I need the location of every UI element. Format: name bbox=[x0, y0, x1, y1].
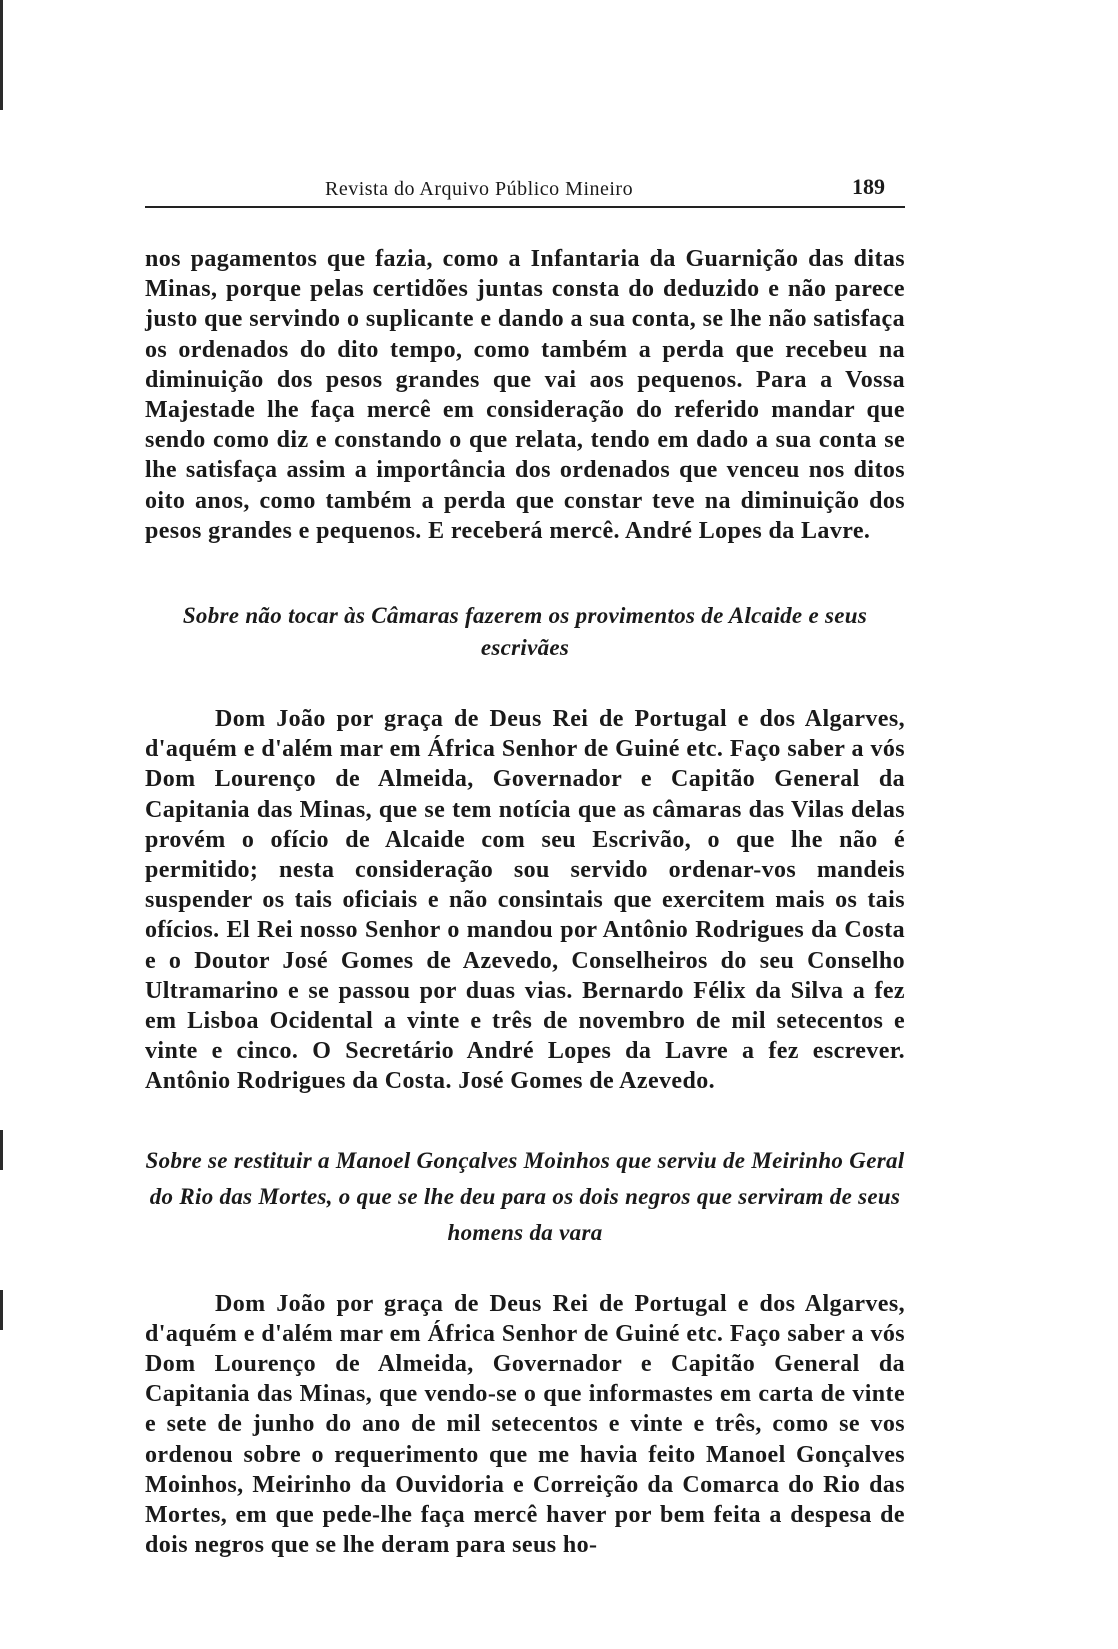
page-edge-mark-middle bbox=[0, 1130, 3, 1170]
page-body bbox=[145, 170, 905, 1561]
page-edge-mark-bottom bbox=[0, 1290, 3, 1330]
section-title-meirinho: Sobre se restituir a Manoel Gonçalves Moinhos que serviu de Meirinho Geral do Rio das Mortes, o que se lhe deu para os dois negros que serviram de seus homens da vara bbox=[145, 1147, 905, 1245]
paragraph-provision-alcaide: Dom João por graça de Deus Rei de Portugal e dos Algarves, d'aquém e d'além mar em África Senhor de Guiné etc. Faço saber a vós Dom Lourenço de Almeida, Governador e Capitão General da Capitania das Minas, que se tem notícia que as câmaras das Vilas delas provém o ofício de Alcaide com seu Escrivão, o que lhe não é permitido; nesta consideração sou servido ordenar-vos mandeis suspender os tais oficiais e não consintais que exercitem mais os tais ofícios. El Rei nosso Senhor o mandou por Antônio Rodrigues da Costa e o Doutor José Gomes de Azevedo, Conselheiros do seu Conselho Ultramarino e se passou por duas vias. Bernardo Félix da Silva a fez em Lisboa Ocidental a vinte e três de novembro de mil setecentos e vinte e cinco. O Secretário André Lopes da Lavre a fez escrever. Antônio Rodrigues da Costa. José Gomes de Azevedo. bbox=[145, 706, 905, 1095]
page-number: 189 bbox=[852, 174, 885, 199]
paragraph-provision-meirinho: Dom João por graça de Deus Rei de Portugal e dos Algarves, d'aquém e d'além mar em África Senhor de Guiné etc. Faço saber a vós Dom Lourenço de Almeida, Governador e Capitão General da Capitania das Minas, que vendo-se o que informastes em carta de vinte e sete de junho do ano de mil setecentos e vinte e três, como se vos ordenou sobre o requerimento que me havia feito Manoel Gonçalves Moinhos, Meirinho da Ouvidoria e Correição da Comarca do Rio das Mortes, em que pede-lhe faça mercê haver por bem feita a despesa de dois negros que se lhe deram para seus ho- bbox=[145, 1290, 905, 1559]
paragraph-continuation: nos pagamentos que fazia, como a Infantaria da Guarnição das ditas Minas, porque pelas certidões juntas consta do deduzido e não parece justo que servindo o suplicante e dando a sua conta, se lhe não satisfaça os ordenados do dito tempo, como também a perda que recebeu na diminuição dos pesos grandes que vai aos pequenos. Para a Vossa Majestade lhe faça mercê em consideração do referido mandar que sendo como diz e constando o que relata, tendo em dado a sua conta se lhe satisfaça assim a importância dos ordenados que venceu nos ditos oito anos, como também a perda que constar teve na diminuição dos pesos grandes e pequenos. E receberá mercê. André Lopes da Lavre. bbox=[145, 246, 905, 544]
section-title-alcaide: Sobre não tocar às Câmaras fazerem os provimentos de Alcaide e seus escrivães bbox=[182, 603, 868, 661]
page-header bbox=[145, 170, 905, 208]
running-head: Revista do Arquivo Público Mineiro bbox=[325, 178, 634, 200]
page-edge-mark-top bbox=[0, 0, 3, 110]
